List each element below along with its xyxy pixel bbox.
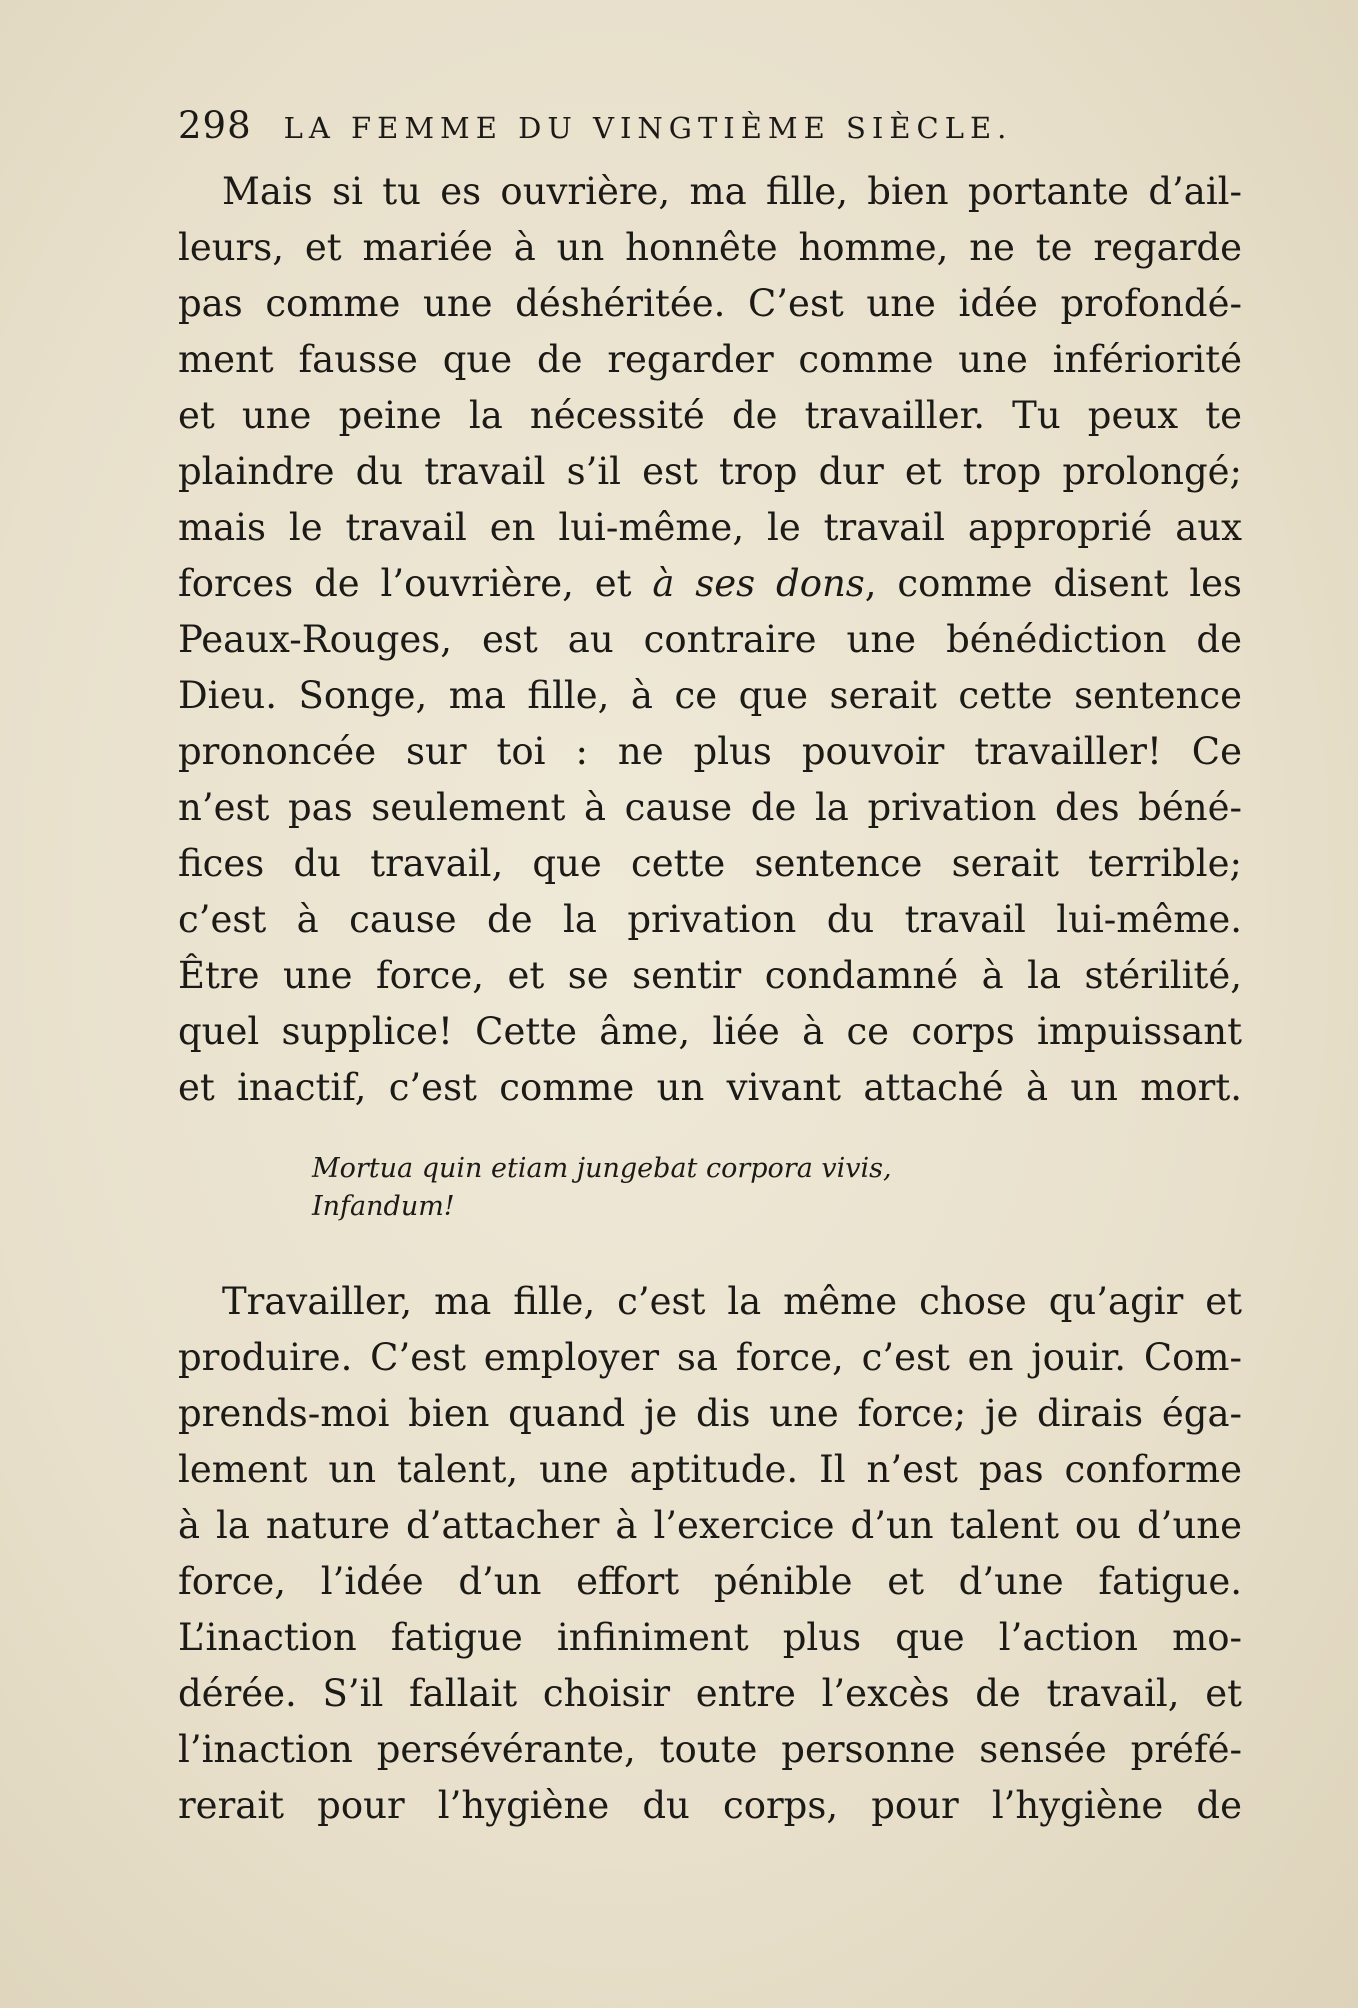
text-line: Peaux-Rouges, est au contraire une bénédiction de bbox=[178, 618, 1242, 661]
text-line: leurs, et mariée à un honnête homme, ne te regarde bbox=[178, 226, 1242, 269]
text-line: pas comme une déshéritée. C’est une idée profondé- bbox=[178, 282, 1242, 325]
text-line: rerait pour l’hygiène du corps, pour l’hygiène de bbox=[178, 1784, 1242, 1827]
text-line: prononcée sur toi : ne plus pouvoir travailler! Ce bbox=[178, 730, 1242, 773]
paragraph-1 bbox=[178, 164, 1242, 1116]
text-run: , comme disent les bbox=[864, 562, 1242, 605]
text-line: plaindre du travail s’il est trop dur et trop prolongé; bbox=[178, 450, 1242, 493]
text-line: à la nature d’attacher à l’exercice d’un talent ou d’une bbox=[178, 1504, 1242, 1547]
text-line: L’inaction fatigue infiniment plus que l’action mo- bbox=[178, 1616, 1242, 1659]
text-line: lement un talent, une aptitude. Il n’est pas conforme bbox=[178, 1448, 1242, 1491]
text-line: l’inaction persévérante, toute personne sensée préfé- bbox=[178, 1728, 1242, 1771]
text-line: Être une force, et se sentir condamné à la stérilité, bbox=[178, 954, 1242, 997]
page-number: 298 bbox=[178, 104, 252, 147]
text-line: mais le travail en lui-même, le travail approprié aux bbox=[178, 506, 1242, 549]
text-line: n’est pas seulement à cause de la privation des béné- bbox=[178, 786, 1242, 829]
text-line: Travailler, ma fille, c’est la même chose qu’agir et bbox=[222, 1280, 1242, 1323]
quote-line: Infandum! bbox=[312, 1191, 455, 1222]
text-line: prends-moi bien quand je dis une force; je dirais éga- bbox=[178, 1392, 1242, 1435]
latin-quotation bbox=[312, 1150, 1112, 1226]
text-line: force, l’idée d’un effort pénible et d’une fatigue. bbox=[178, 1560, 1242, 1603]
text-line: fices du travail, que cette sentence serait terrible; bbox=[178, 842, 1242, 885]
text-line: produire. C’est employer sa force, c’est en jouir. Com- bbox=[178, 1336, 1242, 1379]
text-line: quel supplice! Cette âme, liée à ce corps impuissant bbox=[178, 1010, 1242, 1053]
text-line: dérée. S’il fallait choisir entre l’excès de travail, et bbox=[178, 1672, 1242, 1715]
text-line: ment fausse que de regarder comme une infériorité bbox=[178, 338, 1242, 381]
text-line-with-italic bbox=[178, 556, 1242, 612]
text-line: Dieu. Songe, ma fille, à ce que serait cette sentence bbox=[178, 674, 1242, 717]
paragraph-2 bbox=[178, 1274, 1242, 1834]
text-run: forces de l’ouvrière, et bbox=[178, 562, 653, 605]
page-header bbox=[178, 104, 1248, 152]
text-line: Mais si tu es ouvrière, ma fille, bien portante d’ail- bbox=[222, 170, 1242, 213]
text-line: et une peine la nécessité de travailler. Tu peux te bbox=[178, 394, 1242, 437]
text-line: et inactif, c’est comme un vivant attaché à un mort. bbox=[178, 1066, 1242, 1109]
italic-phrase: à ses dons bbox=[652, 562, 865, 605]
text-line: c’est à cause de la privation du travail lui-même. bbox=[178, 898, 1242, 941]
quote-line: Mortua quin etiam jungebat corpora vivis, bbox=[312, 1153, 892, 1184]
running-title: LA FEMME DU VINGTIÈME SIÈCLE. bbox=[283, 111, 1013, 145]
